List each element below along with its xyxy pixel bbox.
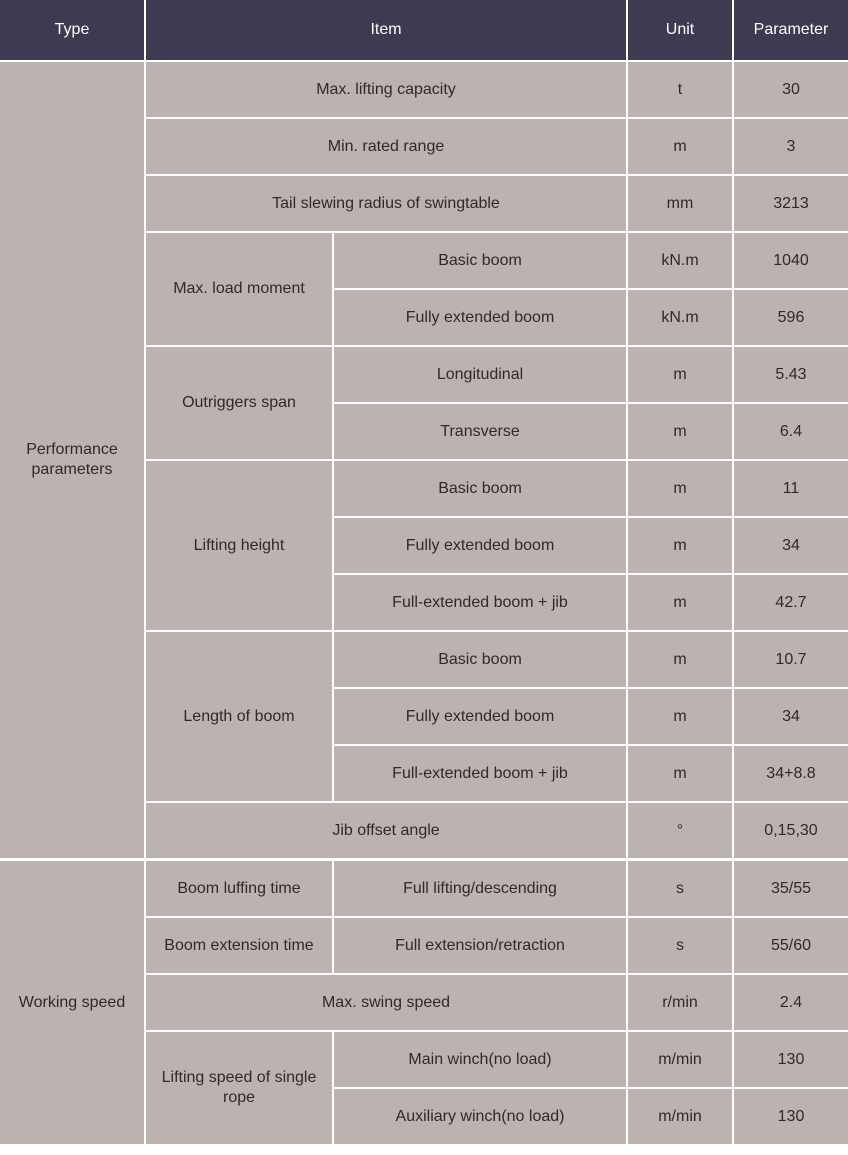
item-cell: Min. rated range bbox=[145, 118, 627, 175]
value-cell: 35/55 bbox=[733, 860, 848, 918]
table-row bbox=[0, 61, 848, 118]
unit-cell: m bbox=[627, 346, 733, 403]
sub-item-cell: Basic boom bbox=[333, 460, 627, 517]
value-cell: 6.4 bbox=[733, 403, 848, 460]
sub-item-cell: Full-extended boom + jib bbox=[333, 745, 627, 802]
unit-cell: r/min bbox=[627, 974, 733, 1031]
unit-cell: kN.m bbox=[627, 289, 733, 346]
sub-item-cell: Auxiliary winch(no load) bbox=[333, 1088, 627, 1145]
value-cell: 5.43 bbox=[733, 346, 848, 403]
unit-cell: m bbox=[627, 574, 733, 631]
header-unit: Unit bbox=[627, 0, 733, 61]
value-cell: 30 bbox=[733, 61, 848, 118]
sub-item-cell: Full extension/retraction bbox=[333, 917, 627, 974]
unit-cell: m/min bbox=[627, 1088, 733, 1145]
value-cell: 596 bbox=[733, 289, 848, 346]
value-cell: 3 bbox=[733, 118, 848, 175]
item-cell: Tail slewing radius of swingtable bbox=[145, 175, 627, 232]
value-cell: 34 bbox=[733, 517, 848, 574]
table-header-row bbox=[0, 0, 848, 61]
sub-item-cell: Fully extended boom bbox=[333, 517, 627, 574]
value-cell: 10.7 bbox=[733, 631, 848, 688]
unit-cell: s bbox=[627, 860, 733, 918]
table-row bbox=[0, 860, 848, 918]
item-group-cell: Boom extension time bbox=[145, 917, 333, 974]
sub-item-cell: Transverse bbox=[333, 403, 627, 460]
unit-cell: s bbox=[627, 917, 733, 974]
value-cell: 55/60 bbox=[733, 917, 848, 974]
item-group-cell: Length of boom bbox=[145, 631, 333, 802]
unit-cell: m bbox=[627, 460, 733, 517]
unit-cell: m bbox=[627, 631, 733, 688]
sub-item-cell: Longitudinal bbox=[333, 346, 627, 403]
value-cell: 34 bbox=[733, 688, 848, 745]
unit-cell: m bbox=[627, 745, 733, 802]
value-cell: 34+8.8 bbox=[733, 745, 848, 802]
unit-cell: m/min bbox=[627, 1031, 733, 1088]
sub-item-cell: Fully extended boom bbox=[333, 289, 627, 346]
value-cell: 2.4 bbox=[733, 974, 848, 1031]
group-performance-parameters: Performance parameters bbox=[0, 61, 145, 860]
header-type: Type bbox=[0, 0, 145, 61]
value-cell: 11 bbox=[733, 460, 848, 517]
sub-item-cell: Main winch(no load) bbox=[333, 1031, 627, 1088]
value-cell: 42.7 bbox=[733, 574, 848, 631]
item-group-cell: Lifting speed of single rope bbox=[145, 1031, 333, 1145]
value-cell: 0,15,30 bbox=[733, 802, 848, 860]
value-cell: 3213 bbox=[733, 175, 848, 232]
unit-cell: m bbox=[627, 403, 733, 460]
unit-cell: m bbox=[627, 517, 733, 574]
item-cell: Max. lifting capacity bbox=[145, 61, 627, 118]
item-group-cell: Lifting height bbox=[145, 460, 333, 631]
header-parameter: Parameter bbox=[733, 0, 848, 61]
item-group-cell: Max. load moment bbox=[145, 232, 333, 346]
unit-cell: m bbox=[627, 118, 733, 175]
unit-cell: t bbox=[627, 61, 733, 118]
group-working-speed: Working speed bbox=[0, 860, 145, 1146]
unit-cell: m bbox=[627, 688, 733, 745]
sub-item-cell: Fully extended boom bbox=[333, 688, 627, 745]
item-cell: Jib offset angle bbox=[145, 802, 627, 860]
unit-cell: ° bbox=[627, 802, 733, 860]
sub-item-cell: Full-extended boom + jib bbox=[333, 574, 627, 631]
item-group-cell: Boom luffing time bbox=[145, 860, 333, 918]
item-group-cell: Outriggers span bbox=[145, 346, 333, 460]
value-cell: 130 bbox=[733, 1031, 848, 1088]
sub-item-cell: Full lifting/descending bbox=[333, 860, 627, 918]
value-cell: 130 bbox=[733, 1088, 848, 1145]
item-cell: Max. swing speed bbox=[145, 974, 627, 1031]
unit-cell: kN.m bbox=[627, 232, 733, 289]
header-item: Item bbox=[145, 0, 627, 61]
value-cell: 1040 bbox=[733, 232, 848, 289]
unit-cell: mm bbox=[627, 175, 733, 232]
sub-item-cell: Basic boom bbox=[333, 232, 627, 289]
sub-item-cell: Basic boom bbox=[333, 631, 627, 688]
